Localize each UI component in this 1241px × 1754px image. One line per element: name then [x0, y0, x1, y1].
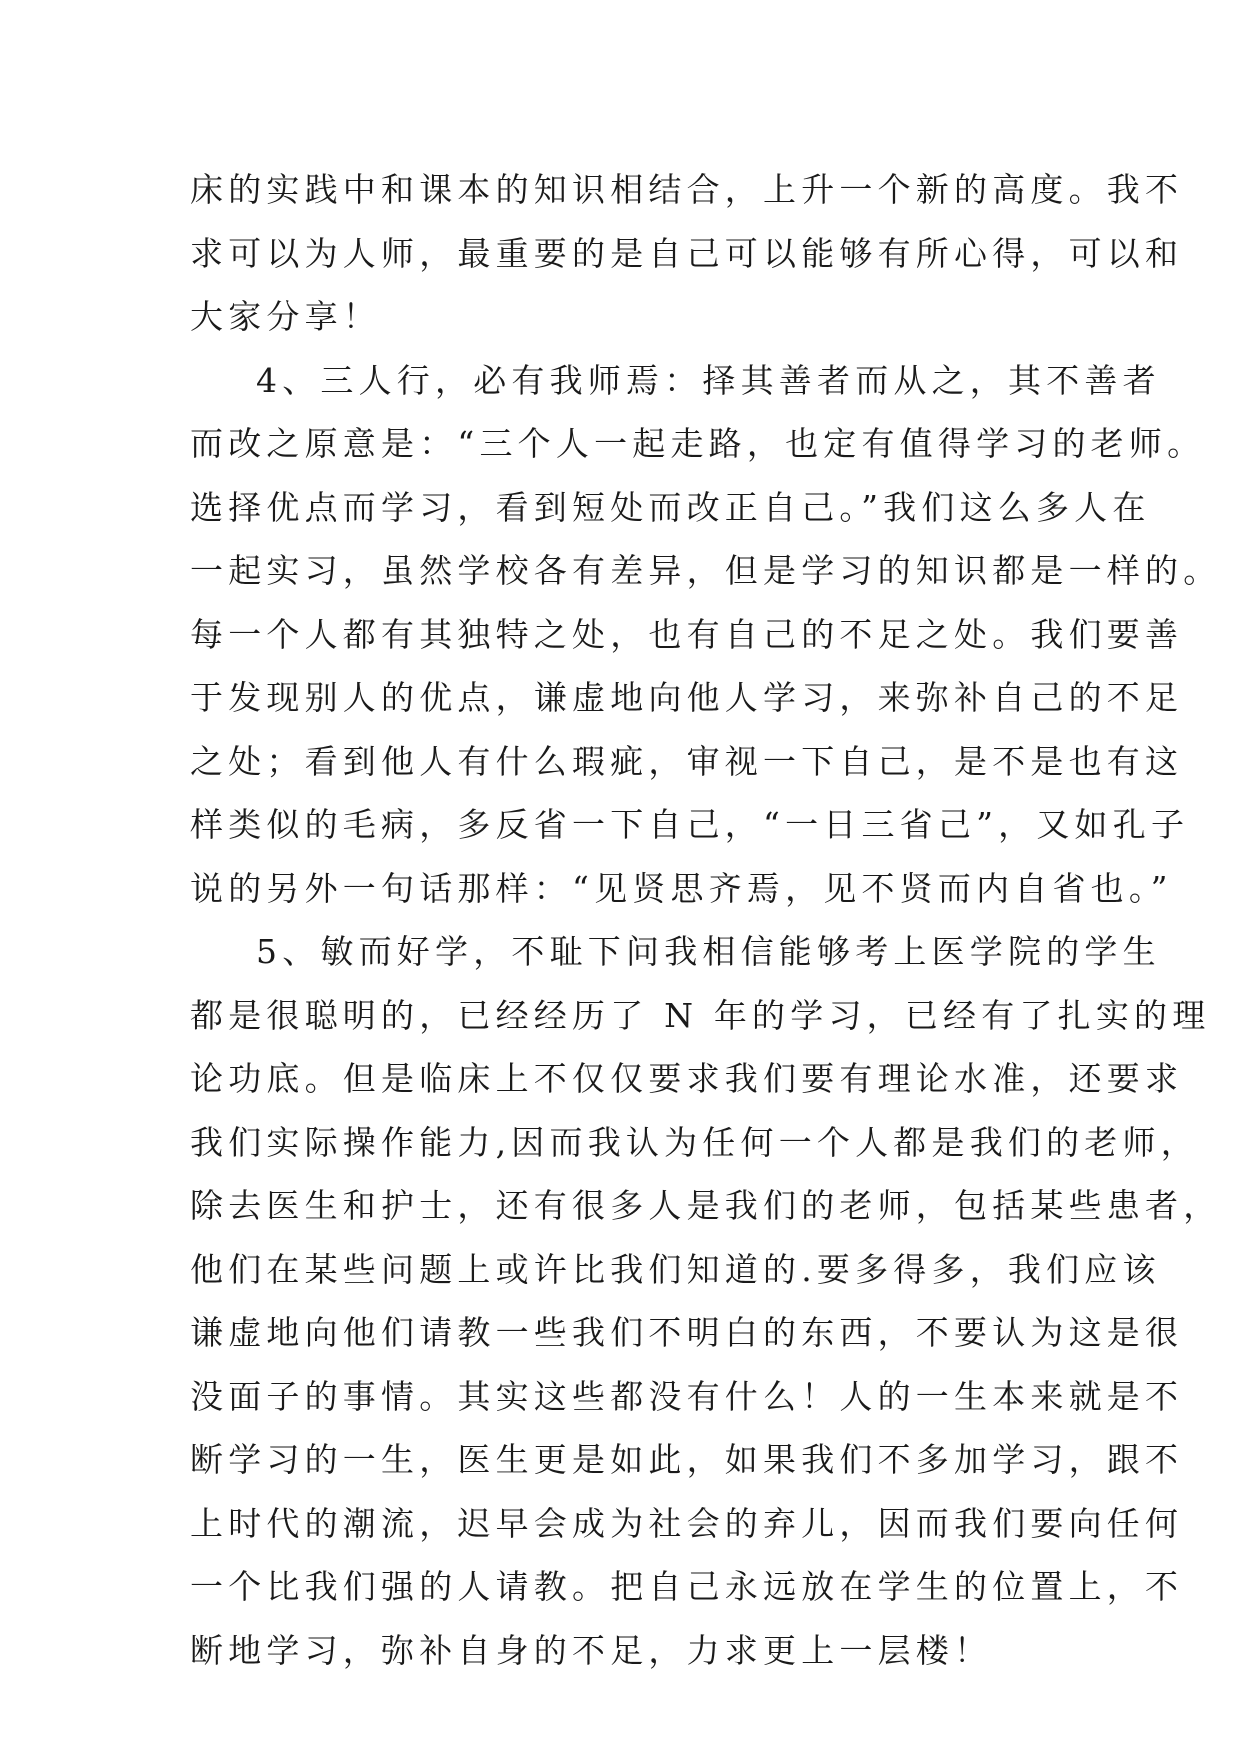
paragraph-4-first-line: 4、三人行，必有我师焉：择其善者而从之，其不善者 — [256, 360, 1161, 400]
text-line: 一个比我们强的人请教。把自己永远放在学生的位置上，不 — [190, 1567, 1184, 1606]
text-line: 大家分享！ — [190, 297, 381, 336]
text-line: 论功底。但是临床上不仅仅要求我们要有理论水准，还要求 — [190, 1059, 1184, 1098]
text-line: 之处；看到他人有什么瑕疵，审视一下自己，是不是也有这 — [190, 741, 1184, 781]
text-line: 说的另外一句话那样：“见贤思齐焉，见不贤而内自省也。” — [190, 868, 1173, 908]
text-line: 除去医生和护士，还有很多人是我们的老师，包括某些患者， — [190, 1186, 1222, 1225]
text-line: 样类似的毛病，多反省一下自己，“一日三省己”，又如孔子 — [190, 805, 1190, 844]
text-line: 断地学习，弥补自身的不足，力求更上一层楼！ — [190, 1630, 993, 1670]
paragraph-5-first-line: 5、敏而好学，不耻下问我相信能够考上医学院的学生 — [256, 932, 1161, 971]
text-line: 选择优点而学习，看到短处而改正自己。”我们这么多人在 — [190, 487, 1151, 527]
text-line: 他们在某些问题上或许比我们知道的.要多得多，我们应该 — [190, 1249, 1161, 1289]
text-line: 每一个人都有其独特之处，也有自己的不足之处。我们要善 — [190, 614, 1184, 654]
text-line: 于发现别人的优点，谦虚地向他人学习，来弥补自己的不足 — [190, 678, 1184, 717]
text-line: 没面子的事情。其实这些都没有什么！人的一生本来就是不 — [190, 1376, 1184, 1416]
text-line: 床的实践中和课本的知识相结合，上升一个新的高度。我不 — [190, 170, 1184, 209]
text-line: 断学习的一生，医生更是如此，如果我们不多加学习，跟不 — [190, 1440, 1184, 1479]
text-line: 都是很聪明的，已经经历了 N 年的学习，已经有了扎实的理 — [190, 995, 1211, 1035]
text-line: 我们实际操作能力,因而我认为任何一个人都是我们的老师， — [190, 1122, 1199, 1162]
text-line: 求可以为人师，最重要的是自己可以能够有所心得，可以和 — [190, 233, 1184, 273]
text-line: 而改之原意是：“三个人一起走路，也定有值得学习的老师。 — [190, 424, 1206, 463]
text-line: 谦虚地向他们请教一些我们不明白的东西，不要认为这是很 — [190, 1313, 1184, 1352]
document-body — [190, 158, 1222, 1682]
text-line: 上时代的潮流，迟早会成为社会的弃儿，因而我们要向任何 — [190, 1503, 1184, 1543]
text-line: 一起实习，虽然学校各有差异，但是学习的知识都是一样的。 — [190, 551, 1222, 590]
